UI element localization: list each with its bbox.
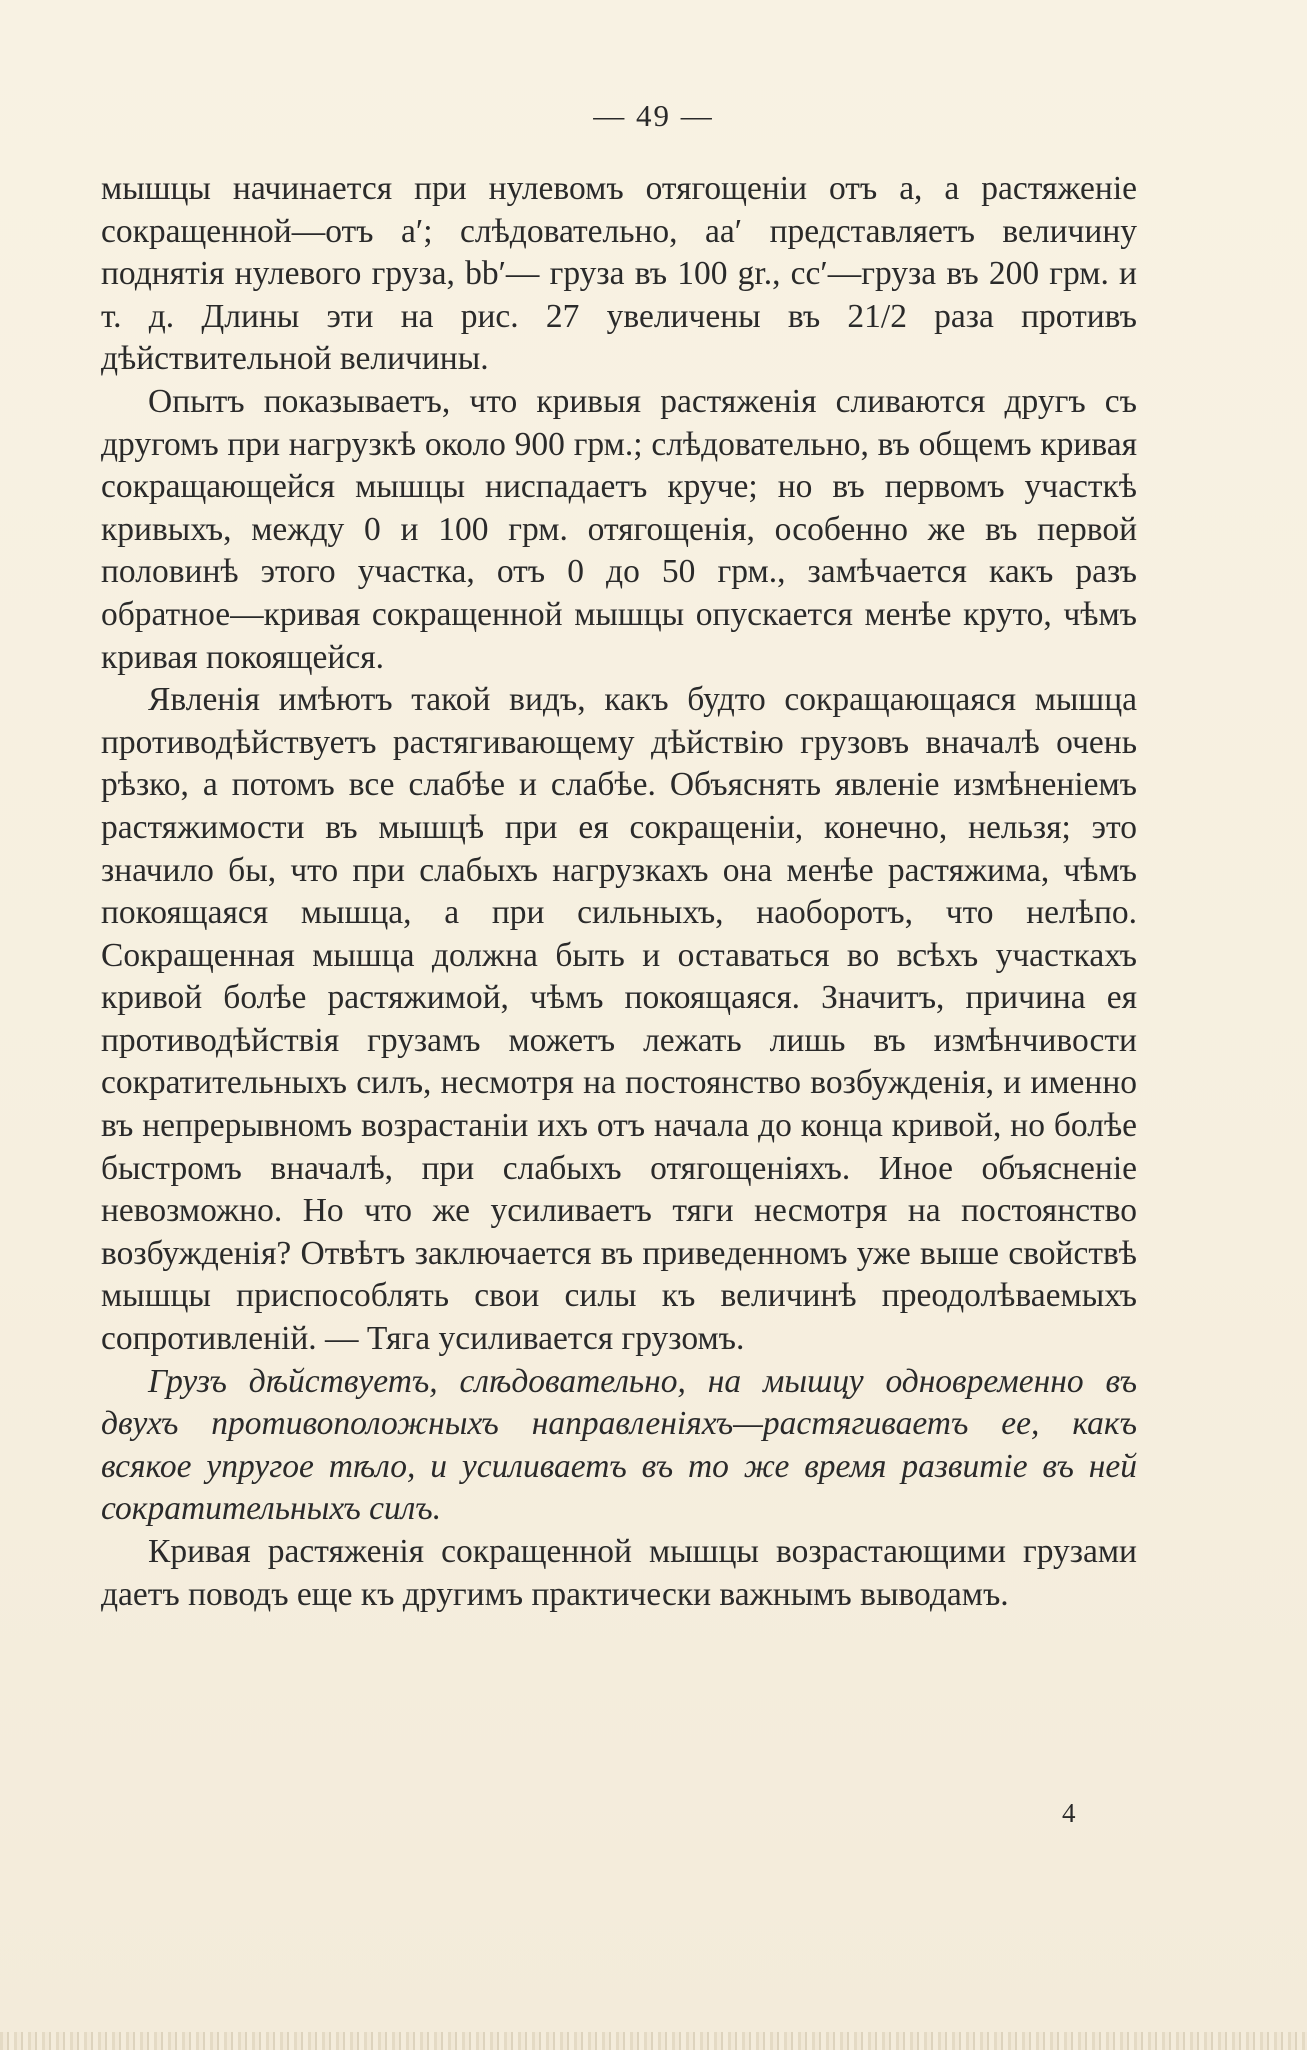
body-text bbox=[101, 168, 1137, 1616]
page-bottom-edge bbox=[0, 2032, 1307, 2050]
signature-mark: 4 bbox=[1062, 1798, 1076, 1828]
paragraph: Кривая растяженія сокращенной мышцы возрастающими грузами даетъ поводъ еще къ другимъ практически важнымъ выводамъ. bbox=[101, 1533, 1137, 1613]
page-number: — 49 — bbox=[593, 98, 714, 133]
paragraph-continuation: мышцы начинается при нулевомъ отягощеніи отъ a, а растяженіе сокращенной—отъ a′; слѣдовательно, aa′ представляетъ величину поднятія нулевого груза, bb′— груза въ 100 gr., cc′—груза въ 200 грм. и т. д. Длины эти на рис. 27 увеличены въ 21/2 раза противъ дѣйствительной величины. bbox=[101, 170, 1137, 378]
paragraph-italic-conclusion: Грузъ дѣйствуетъ, слѣдовательно, на мышцу одновременно въ двухъ противоположныхъ направленіяхъ—растягиваетъ ее, какъ всякое упругое тѣло, и усиливаетъ въ то же время развитіе въ ней сократительныхъ силъ. bbox=[101, 1362, 1137, 1528]
paragraph: Явленія имѣютъ такой видъ, какъ будто сокращающаяся мышца противодѣйствуетъ растягивающему дѣйствію грузовъ вначалѣ очень рѣзко, а потомъ все слабѣе и слабѣе. Объяснять явленіе измѣненіемъ растяжимости въ мышцѣ при ея сокращеніи, конечно, нельзя; это значило бы, что при слабыхъ нагрузкахъ она менѣе растяжима, чѣмъ покоящаяся мышца, а при сильныхъ, наоборотъ, что нелѣпо. Сокращенная мышца должна быть и оставаться во всѣхъ участкахъ кривой болѣе растяжимой, чѣмъ покоящаяся. Значитъ, причина ея противодѣйствія грузамъ можетъ лежать лишь въ измѣнчивости сократительныхъ силъ, несмотря на постоянство возбужденія, и именно въ непрерывномъ возрастаніи ихъ отъ начала до конца кривой, но болѣе быстромъ вначалѣ, при слабыхъ отягощеніяхъ. Иное объясненіе невозможно. Но что же усиливаетъ тяги несмотря на постоянство возбужденія? Отвѣтъ заключается въ приведенномъ уже выше свойствѣ мышцы приспособлять свои силы къ величинѣ преодолѣваемыхъ сопротивленій. — Тяга усиливается грузомъ. bbox=[101, 681, 1137, 1358]
paragraph: Опытъ показываетъ, что кривыя растяженія сливаются другъ съ другомъ при нагрузкѣ около 900 грм.; слѣдовательно, въ общемъ кривая сокращающейся мышцы ниспадаетъ круче; но въ первомъ участкѣ кривыхъ, между 0 и 100 грм. отягощенія, особенно же въ первой половинѣ этого участка, отъ 0 до 50 грм., замѣчается какъ разъ обратное—кривая сокращенной мышцы опускается менѣе круто, чѣмъ кривая покоящейся. bbox=[101, 382, 1137, 676]
